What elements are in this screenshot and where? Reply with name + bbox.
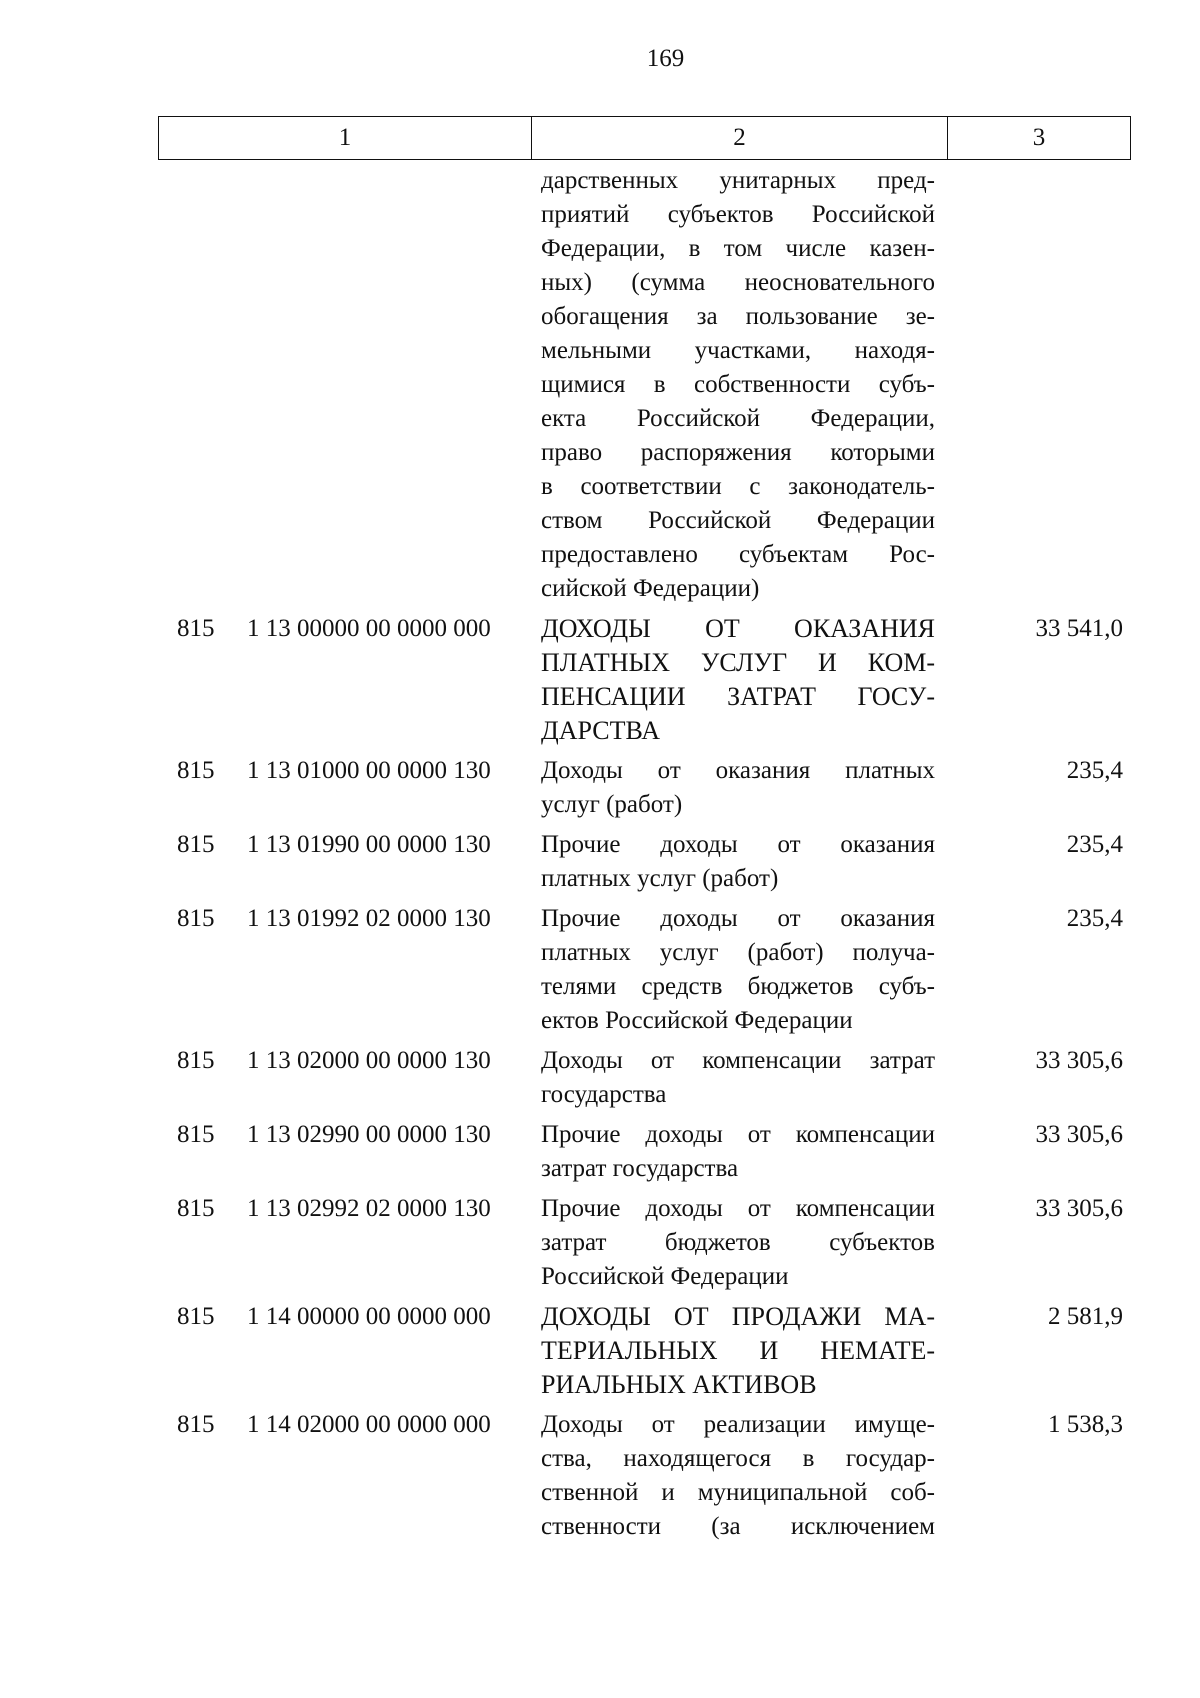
row-name-line: ственной и муниципальной соб- (541, 1479, 935, 1506)
row-budget-code: 1 13 01990 00 0000 130 (247, 831, 491, 858)
row-budget-code: 1 13 02992 02 0000 130 (247, 1195, 491, 1222)
header-col-2: 2 (532, 117, 948, 159)
row-admin-code: 815 (177, 1303, 215, 1330)
row-sum: 2 581,9 (1048, 1303, 1123, 1330)
row-name (541, 1300, 935, 1402)
row-sum: 33 305,6 (1035, 1047, 1123, 1074)
row-name-line: РИАЛЬНЫХ АКТИВОВ (541, 1370, 817, 1399)
row-name-line: в соответствии с законодатель- (541, 473, 935, 500)
row-sum: 235,4 (1066, 757, 1123, 784)
row-admin-code: 815 (177, 1195, 215, 1222)
row-admin-code: 815 (177, 615, 215, 642)
row-name-line: сийской Федерации) (541, 575, 760, 602)
row-name-line: платных услуг (работ) получа- (541, 939, 935, 966)
row-name-line: ТЕРИАЛЬНЫХ И НЕМАТЕ- (541, 1336, 935, 1365)
row-name-line: Прочие доходы от оказания (541, 905, 935, 932)
row-name (541, 828, 935, 896)
row-name-line: право распоряжения которыми (541, 439, 935, 466)
table-row (0, 1300, 1200, 1402)
row-name-line: предоставлено субъектам Рос- (541, 541, 935, 568)
row-name-line: ДОХОДЫ ОТ ОКАЗАНИЯ (541, 614, 935, 643)
table-row (0, 164, 1200, 606)
row-name-line: телями средств бюджетов субъ- (541, 973, 935, 1000)
row-name-line: ДОХОДЫ ОТ ПРОДАЖИ МА- (541, 1302, 935, 1331)
row-name-line: платных услуг (работ) (541, 865, 779, 892)
row-name-line: ством Российской Федерации (541, 507, 935, 534)
page-number: 169 (646, 45, 685, 72)
table-row (0, 1044, 1200, 1112)
row-budget-code: 1 13 01992 02 0000 130 (247, 905, 491, 932)
row-name-line: обогащения за пользование зе- (541, 303, 935, 330)
row-admin-code: 815 (177, 757, 215, 784)
row-name-line: Доходы от реализации имуще- (541, 1411, 935, 1438)
row-budget-code: 1 14 02000 00 0000 000 (247, 1411, 491, 1438)
row-name-line: приятий субъектов Российской (541, 201, 935, 228)
table-row (0, 902, 1200, 1038)
row-sum: 33 305,6 (1035, 1195, 1123, 1222)
row-name (541, 1408, 935, 1544)
table-row (0, 1192, 1200, 1294)
row-name-line: Прочие доходы от оказания (541, 831, 935, 858)
row-name-line: дарственных унитарных пред- (541, 167, 935, 194)
row-name-line: ПЛАТНЫХ УСЛУГ И КОМ- (541, 648, 935, 677)
row-admin-code: 815 (177, 1121, 215, 1148)
row-name-line: Доходы от оказания платных (541, 757, 935, 784)
row-name (541, 164, 935, 606)
table-row (0, 754, 1200, 822)
row-name (541, 754, 935, 822)
row-budget-code: 1 13 01000 00 0000 130 (247, 757, 491, 784)
row-name-line: Прочие доходы от компенсации (541, 1121, 935, 1148)
row-sum: 235,4 (1066, 831, 1123, 858)
row-sum: 1 538,3 (1048, 1411, 1123, 1438)
row-admin-code: 815 (177, 905, 215, 932)
row-name (541, 1118, 935, 1186)
table-header (158, 116, 1131, 160)
row-name-line: услуг (работ) (541, 791, 683, 818)
row-name-line: ственности (за исключением (541, 1513, 935, 1540)
row-name-line: ектов Российской Федерации (541, 1007, 853, 1034)
table-row (0, 1408, 1200, 1544)
row-name-line: екта Российской Федерации, (541, 405, 935, 432)
row-name-line: ных) (сумма неосновательного (541, 269, 935, 296)
row-admin-code: 815 (177, 1411, 215, 1438)
row-name-line: затрат бюджетов субъектов (541, 1229, 935, 1256)
row-name-line: мельными участками, находя- (541, 337, 935, 364)
row-name-line: Доходы от компенсации затрат (541, 1047, 935, 1074)
row-name (541, 902, 935, 1038)
row-name-line: Федерации, в том числе казен- (541, 235, 935, 262)
row-sum: 33 541,0 (1035, 615, 1123, 642)
row-name-line: ства, находящегося в государ- (541, 1445, 935, 1472)
header-col-1: 1 (159, 117, 532, 159)
row-name-line: Российской Федерации (541, 1263, 789, 1290)
row-name (541, 1044, 935, 1112)
table-row (0, 612, 1200, 748)
row-sum: 235,4 (1066, 905, 1123, 932)
row-sum: 33 305,6 (1035, 1121, 1123, 1148)
table-row (0, 828, 1200, 896)
row-budget-code: 1 13 02990 00 0000 130 (247, 1121, 491, 1148)
row-name (541, 1192, 935, 1294)
row-admin-code: 815 (177, 831, 215, 858)
row-budget-code: 1 14 00000 00 0000 000 (247, 1303, 491, 1330)
row-admin-code: 815 (177, 1047, 215, 1074)
table-body (0, 164, 1200, 1544)
row-name-line: ДАРСТВА (541, 716, 660, 745)
table-row (0, 1118, 1200, 1186)
row-name-line: затрат государства (541, 1155, 739, 1182)
row-name-line: государства (541, 1081, 667, 1108)
row-budget-code: 1 13 00000 00 0000 000 (247, 615, 491, 642)
row-budget-code: 1 13 02000 00 0000 130 (247, 1047, 491, 1074)
row-name (541, 612, 935, 748)
row-name-line: щимися в собственности субъ- (541, 371, 935, 398)
row-name-line: Прочие доходы от компенсации (541, 1195, 935, 1222)
header-col-3: 3 (1032, 124, 1046, 151)
row-name-line: ПЕНСАЦИИ ЗАТРАТ ГОСУ- (541, 682, 935, 711)
